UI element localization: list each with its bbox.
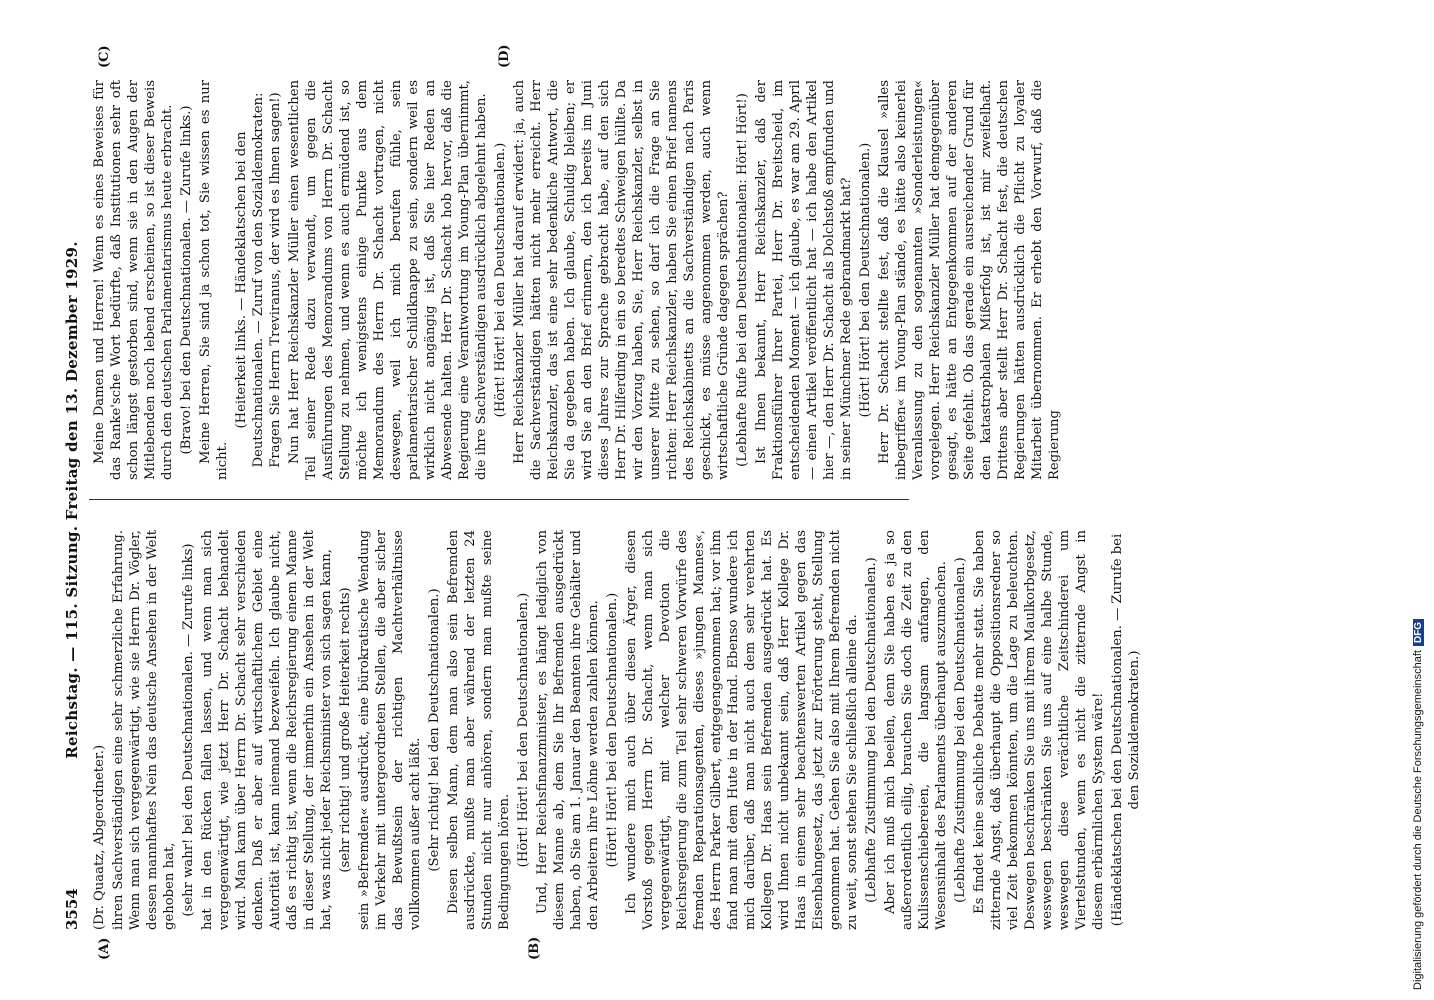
interjection: (sehr richtig! und große Heiterkeit rechts) — [338, 587, 353, 873]
paragraph: (Dr. Quaatz, Abgeordneter.) — [92, 744, 107, 930]
paragraph: Aber ich muß mich beeilen, denn Sie haben es ja so außerordentlich eilig, brauchen Sie doch die Zeit zu den Kulissenschiebereien, die langsam anfangen, den Wesensinhalt des Parlaments überhaupt auszumachen. — [883, 530, 949, 930]
paragraph: Diesen selben Mann, dem man also sein Befremden ausdrückte, mußte man aber während der letzten 24 Stunden nicht nur anhören, sondern man mußte seine Bedingungen hören. — [446, 530, 512, 930]
paragraph: Ist Ihnen bekannt, Herr Reichskanzler, daß der Fraktionsführer Ihrer Partei, Herr Dr. Breitscheid, im entscheidenden Moment — ich glaube, es war am 29. April — einen Artikel veröffentlicht hat — ich habe den Artikel hier —, den Herr Dr. Schacht als Dolchstoß empfunden und in seiner Münchner Rede gebrandmarkt hat? — [754, 80, 854, 480]
paragraph: ihren Sachverständigen eine sehr schmerzliche Erfahrung. Wenn man sich vergegenwärtigt, wie sie Herrn Dr. Vögler, dessen mannhaftes Nein das deutsche Ansehen in der Welt gehoben hat, — [111, 530, 177, 930]
paragraph: Herr Dr. Schacht stellte fest, daß die Klausel »alles inbegriffen« im Young-Plan stände, es hätte also keinerlei Veranlassung zu den sogenannten »Sonderleistungen« vorgelegen. Herr Reichskanzler Müller hat demgegenüber gesagt, es hätte an Entgegenkommen auf der anderen Seite gefehlt. Ob das gerade ein ausreichender Grund für den katastrophalen Mißerfolg ist, ist mir zweifelhaft. Drittens aber stellt Herr Dr. Schacht fest, die deutschen Regierungen hätten ausdrücklich die Pflicht zu loyaler Mitarbeit übernommen. Er erhebt den Vorwurf, daß die Regierung — [877, 80, 1062, 480]
paragraph: Und, Herr Reichsfinanzminister, es hängt lediglich von diesem Manne ab, dem Sie Ihr Befremden ausgedrückt haben, ob Sie am 1. Januar den Beamten ihre Gehälter und den Arbeitern ihre Löhne werden zahlen können. — [535, 530, 601, 930]
interjection: (Hört! Hört! bei den Deutschnationalen.) — [516, 592, 531, 868]
document-page — [57, 44, 1317, 960]
interjection: (Lebhafte Zustimmung bei den Deutschnationalen.) — [864, 557, 879, 903]
margin-mark-d: (D) — [497, 44, 512, 68]
interjection: (Händeklatschen bei den Deutschnationalen. — Zurufe bei den Sozialdemokraten.) — [1110, 533, 1142, 927]
interjection: (Lebhafte Zustimmung bei den Deutschnationalen.) — [953, 557, 968, 903]
text-column-left — [91, 530, 1145, 930]
interjection: (Hört! Hört! bei den Deutschnationalen.) — [858, 142, 873, 418]
margin-mark-c: (C) — [97, 45, 112, 68]
paragraph: Herr Reichskanzler Müller hat darauf erwidert: ja, auch die Sachverständigen hätten nicht mehr erreicht. Herr Reichskanzler, das ist eine sehr bedenkliche Antwort, die Sie da gegeben haben. Ich glaube, Schuldig bleiben; er wird Sie an den Brief erinnern, den ich bereits im Juni dieses Jahres zur Sprache gebracht habe, auf den sich Herr Dr. Hilferding in ein so beredtes Schweigen hüllte. Da wir den Vorzug haben, Sie, Herr Reichskanzler, selbst in unserer Mitte zu sehen, so darf ich die Frage an Sie richten: Herr Reichskanzler, haben Sie einen Brief namens des Reichskabinetts an die Sachverständigen nach Paris geschickt, es müsse angenommen werden, auch wenn wirtschaftliche Gründe dagegen sprächen? — [512, 80, 731, 480]
interjection: (Heiterkeit links. — Händeklatschen bei den Deutschnationalen. — Zuruf von den Sozialdemokraten: Fragen Sie Herrn Treviranus, der wird es Ihnen sagen!) — [234, 92, 283, 468]
interjection: (Hört! Hört! bei den Deutschnationalen.) — [605, 592, 620, 868]
paragraph: Ich wundere mich auch über diesen Ärger, diesen Vorstoß gegen Herrn Dr. Schacht, wenn man sich vergegenwärtigt, mit welcher Devotion die Reichsregierung die zum Teil sehr schweren Vorwürfe des fremden Reparationsagenten, dieses »jungen Mannes«, des Herrn Parker Gilbert, entgegengenommen hat; vor ihm fand man mit dem Hute in der Hand. Ebenso wundere ich mich darüber, daß man nicht auch dem sehr verehrten Kollegen Dr. Haas sein Befremden ausgedrückt hat. Es wird Ihnen nicht unbekannt sein, daß Herr Kollege Dr. Haas in einem sehr beachtenswerten Artikel gegen das Eisenbahngesetz, das jetzt zur Erörterung steht, Stellung genommen hat. Gehen Sie also mit Ihrem Befremden nicht zu weit, sonst stehen Sie schließlich alleine da. — [624, 530, 860, 930]
text-column-right — [91, 80, 1065, 480]
interjection: (Hört! Hört! bei den Deutschnationalen.) — [493, 142, 508, 418]
page-number: 3554 — [63, 888, 81, 930]
funding-note — [1412, 619, 1424, 990]
funding-note-text: Digitalisierung gefördert durch die Deutsche Forschungsgemeinschaft — [1412, 650, 1424, 990]
margin-mark-b: (B) — [527, 936, 542, 960]
paragraph: Es findet keine sachliche Debatte mehr statt. Sie haben zitternde Angst, daß überhaupt die Oppositionsredner so viel Zeit bekommen könnten, um die Lage zu beleuchten. Deswegen beschränken Sie uns mit ihrem Maulkorbgesetz, weswegen beschränken Sie uns auf eine halbe Stunde, weswegen diese verächtliche Zeitschinderei um Viertelstunden, wenn es nicht die zitternde Angst in diesem erbärmlichen System wäre! — [972, 530, 1106, 930]
margin-mark-a: (A) — [97, 937, 112, 960]
interjection: (Lebhafte Rufe bei den Deutschnationalen: Hört! Hört!) — [735, 93, 750, 467]
interjection: (sehr wahr! bei den Deutschnationalen. — Zurufe links) — [181, 543, 196, 917]
paragraph: Nun hat Herr Reichskanzler Müller einen wesentlichen Teil seiner Rede dazu verwandt, um gegen die Ausführungen des Memorandums von Herrn Dr. Schacht Stellung zu nehmen, und wenn es auch ermüdend ist, so möchte ich wenigstens einige Punkte aus dem Memorandum des Herrn Dr. Schacht vortragen, nicht deswegen, weil ich mich berufen fühle, sein parlamentarischer Schildknappe zu sein, sondern weil es wirklich nicht angängig ist, daß Sie hier Reden an Abwesende halten. Herr Dr. Schacht hob hervor, daß die Regierung eine Verantwortung im Young-Plan übernimmt, die ihre Sachverständigen ausdrücklich abgelehnt haben. — [287, 80, 489, 480]
interjection: (Sehr richtig! bei den Deutschnationalen.) — [427, 588, 442, 872]
interjection: (Bravo! bei den Deutschnationalen. — Zurufe links.) — [179, 105, 194, 455]
paragraph: hat in den Rücken fallen lassen, und wenn man sich vergegenwärtigt, wie jetzt Herr Dr. Schacht behandelt wird. Man kann über Herrn Dr. Schacht sehr verschieden denken. Daß er aber auf wirtschaftlichem Gebiet eine Autorität ist, kann niemand bezweifeln. Ich glaube nicht, daß es richtig ist, wenn die Reichsregierung einem Manne in dieser Stellung, der immerhin ein Ansehen in der Welt hat, was nicht jeder Reichsminister von sich sagen kann, — [200, 530, 334, 930]
paragraph: sein »Befremden« ausdrückt, eine bürokratische Wendung im Verkehr mit untergeordneten Stellen, die aber sicher das Bewußtsein der richtigen Machtverhältnisse vollkommen außer acht läßt. — [357, 530, 423, 930]
dfg-logo: DFG — [1413, 619, 1424, 646]
page-title: Reichstag. — 115. Sitzung. Freitag den 13. Dezember 1929. — [63, 241, 81, 759]
column-divider — [89, 499, 909, 500]
page-header — [57, 70, 87, 930]
paragraph: Meine Damen und Herren! Wenn es eines Beweises für das Ranke'sche Wort bedürfte, daß Institutionen sehr oft schon längst gestorben sind, wenn sie in den Augen der Mitlebenden noch lebend erscheinen, so ist dieser Beweis durch den deutschen Parlamentarismus heute erbracht. — [92, 80, 175, 480]
paragraph: Meine Herren, Sie sind ja schon tot, Sie wissen es nur nicht. — [198, 80, 230, 480]
